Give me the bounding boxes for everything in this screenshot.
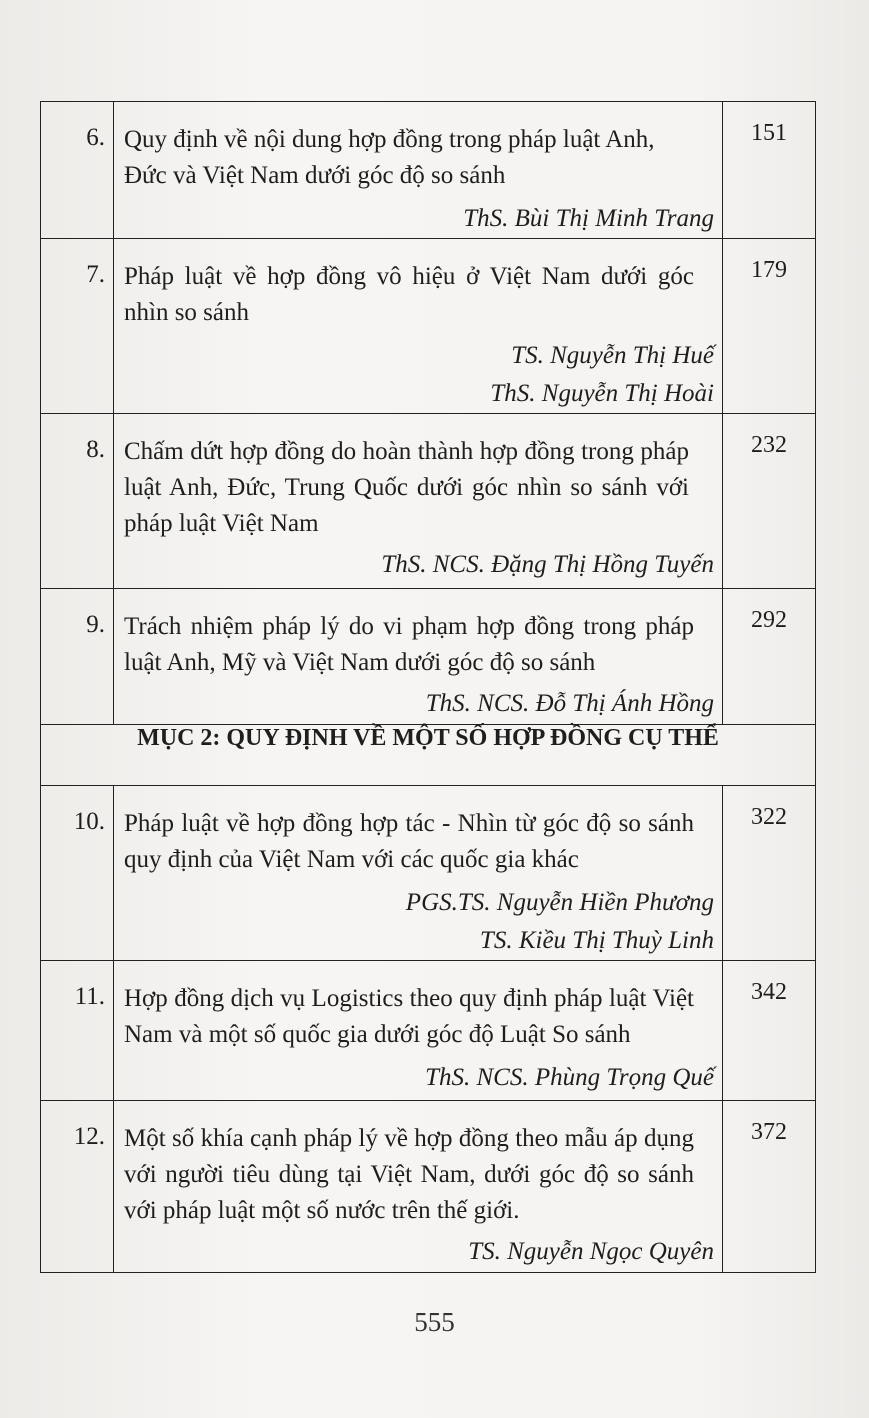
- entry-title: Pháp luật về hợp đồng vô hiệu ở Việt Nam dưới góc nhìn so sánh: [124, 263, 694, 326]
- entry-author: ThS. Bùi Thị Minh Trang: [463, 205, 714, 232]
- entry-number: 10.: [41, 786, 114, 961]
- entry-page: 292: [723, 589, 816, 725]
- entry-number: 8.: [41, 414, 114, 589]
- toc-entry: [41, 1101, 816, 1273]
- entry-page: 372: [723, 1101, 816, 1273]
- table-of-contents: [40, 101, 816, 1273]
- entry-page: 232: [723, 414, 816, 589]
- entry-title: Trách nhiệm pháp lý do vi phạm hợp đồng trong pháp luật Anh, Mỹ và Việt Nam dưới góc độ so sánh: [124, 613, 694, 676]
- entry-title: Pháp luật về hợp đồng hợp tác - Nhìn từ góc độ so sánh quy định của Việt Nam với các quốc gia khác: [124, 810, 694, 873]
- section-heading: MỤC 2: QUY ĐỊNH VỀ MỘT SỐ HỢP ĐỒNG CỤ THỂ: [41, 725, 816, 786]
- toc-entry: [41, 239, 816, 414]
- entry-title: Quy định về nội dung hợp đồng trong pháp luật Anh, Đức và Việt Nam dưới góc độ so sánh: [124, 126, 655, 189]
- entry-author: ThS. NCS. Đỗ Thị Ánh Hồng: [425, 690, 714, 717]
- entry-page: 342: [723, 961, 816, 1101]
- section-heading-row: [41, 725, 816, 786]
- entry-number: 11.: [41, 961, 114, 1101]
- entry-number: 12.: [41, 1101, 114, 1273]
- entry-number: 6.: [41, 102, 114, 239]
- entry-author: TS. Kiều Thị Thuỳ Linh: [479, 927, 714, 954]
- entry-title: Hợp đồng dịch vụ Logistics theo quy định pháp luật Việt Nam và một số quốc gia dưới góc độ Luật So sánh: [124, 985, 694, 1048]
- entry-number: 9.: [41, 589, 114, 725]
- toc-entry: [41, 414, 816, 589]
- entry-author: ThS. NCS. Đặng Thị Hồng Tuyến: [381, 551, 714, 578]
- entry-page: 322: [723, 786, 816, 961]
- entry-page: 179: [723, 239, 816, 414]
- entry-title: Chấm dứt hợp đồng do hoàn thành hợp đồng trong pháp luật Anh, Đức, Trung Quốc dưới góc nhìn so sánh với pháp luật Việt Nam: [124, 438, 689, 537]
- entry-author: PGS.TS. Nguyễn Hiền Phương: [405, 889, 714, 916]
- toc-entry: [41, 786, 816, 961]
- page-number: 555: [414, 1307, 455, 1337]
- entry-number: 7.: [41, 239, 114, 414]
- toc-entry: [41, 102, 816, 239]
- entry-author: ThS. NCS. Phùng Trọng Quế: [425, 1064, 714, 1091]
- entry-author: TS. Nguyễn Thị Huế: [511, 342, 714, 369]
- entry-title: Một số khía cạnh pháp lý về hợp đồng theo mẫu áp dụng với người tiêu dùng tại Việt Nam, dưới góc độ so sánh với pháp luật một số nước trên thế giới.: [124, 1125, 694, 1224]
- entry-author: ThS. Nguyễn Thị Hoài: [490, 380, 714, 407]
- entry-author: TS. Nguyễn Ngọc Quyên: [468, 1238, 714, 1265]
- entry-page: 151: [723, 102, 816, 239]
- toc-entry: [41, 961, 816, 1101]
- toc-entry: [41, 589, 816, 725]
